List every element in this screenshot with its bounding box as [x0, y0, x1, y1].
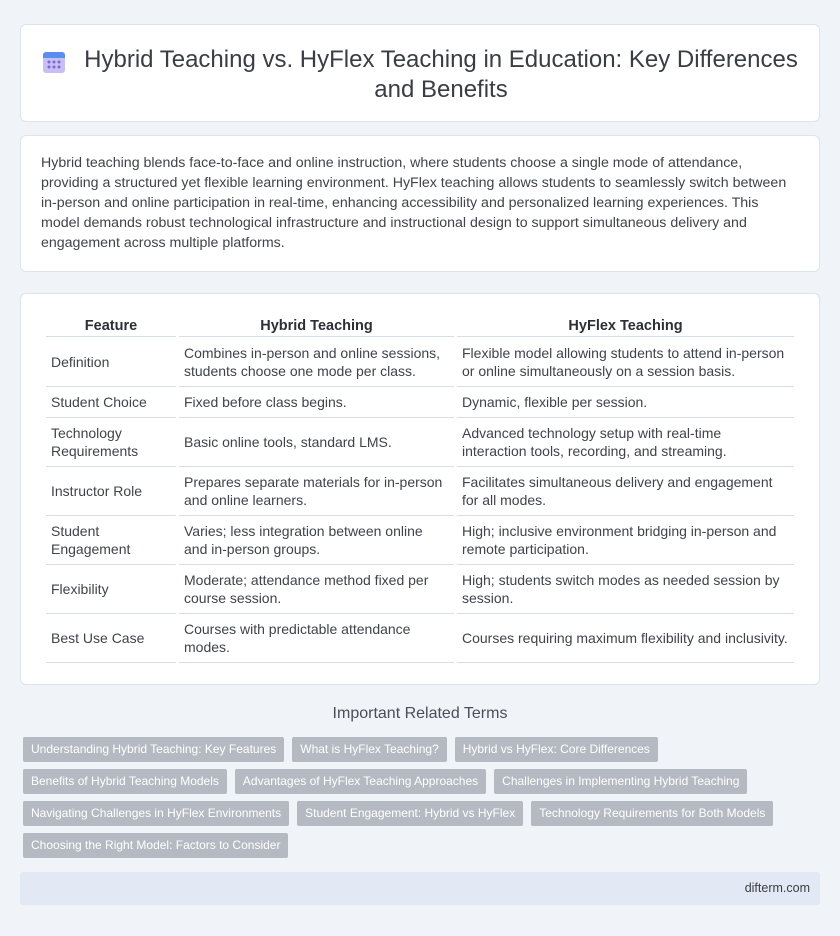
column-header-hyflex: HyFlex Teaching — [457, 314, 794, 337]
table-row — [46, 418, 794, 467]
related-term-tag[interactable]: Student Engagement: Hybrid vs HyFlex — [297, 801, 523, 826]
row-feature: Definition — [46, 337, 176, 387]
intro-card — [20, 135, 820, 272]
row-hyflex-value: Flexible model allowing students to attend in-person or online simultaneously on a session basis. — [457, 337, 794, 387]
row-hybrid-value: Varies; less integration between online and in-person groups. — [179, 516, 454, 565]
row-feature: Student Engagement — [46, 516, 176, 565]
comparison-table-card — [20, 293, 820, 685]
comparison-table — [43, 314, 797, 663]
table-row — [46, 467, 794, 516]
table-row — [46, 387, 794, 418]
row-hyflex-value: High; students switch modes as needed session by session. — [457, 565, 794, 614]
row-hybrid-value: Prepares separate materials for in-person and online learners. — [179, 467, 454, 516]
row-hybrid-value: Combines in-person and online sessions, students choose one mode per class. — [179, 337, 454, 387]
row-hyflex-value: High; inclusive environment bridging in-person and remote participation. — [457, 516, 794, 565]
table-row — [46, 614, 794, 663]
related-term-tag[interactable]: Navigating Challenges in HyFlex Environments — [23, 801, 289, 826]
calendar-icon — [41, 49, 67, 75]
column-header-hybrid: Hybrid Teaching — [179, 314, 454, 337]
related-terms-list — [23, 737, 823, 865]
related-term-tag[interactable]: Hybrid vs HyFlex: Core Differences — [455, 737, 658, 762]
related-term-tag[interactable]: Benefits of Hybrid Teaching Models — [23, 769, 227, 794]
table-row — [46, 565, 794, 614]
column-header-feature: Feature — [46, 314, 176, 337]
related-term-tag[interactable]: Choosing the Right Model: Factors to Consider — [23, 833, 288, 858]
related-term-tag[interactable]: Advantages of HyFlex Teaching Approaches — [235, 769, 486, 794]
row-hybrid-value: Fixed before class begins. — [179, 387, 454, 418]
row-feature: Flexibility — [46, 565, 176, 614]
row-hyflex-value: Facilitates simultaneous delivery and engagement for all modes. — [457, 467, 794, 516]
row-feature: Instructor Role — [46, 467, 176, 516]
row-hyflex-value: Courses requiring maximum flexibility and inclusivity. — [457, 614, 794, 663]
row-hybrid-value: Courses with predictable attendance modes. — [179, 614, 454, 663]
header-card — [20, 24, 820, 122]
row-feature: Best Use Case — [46, 614, 176, 663]
related-term-tag[interactable]: Challenges in Implementing Hybrid Teaching — [494, 769, 747, 794]
page-title: Hybrid Teaching vs. HyFlex Teaching in Education: Key Differences and Benefits — [84, 46, 798, 103]
table-header-row — [46, 314, 794, 337]
row-hyflex-value: Dynamic, flexible per session. — [457, 387, 794, 418]
row-hybrid-value: Basic online tools, standard LMS. — [179, 418, 454, 467]
related-term-tag[interactable]: Understanding Hybrid Teaching: Key Features — [23, 737, 284, 762]
related-terms-heading: Important Related Terms — [332, 705, 508, 722]
row-feature: Technology Requirements — [46, 418, 176, 467]
row-hybrid-value: Moderate; attendance method fixed per course session. — [179, 565, 454, 614]
row-feature: Student Choice — [46, 387, 176, 418]
related-term-tag[interactable]: Technology Requirements for Both Models — [531, 801, 773, 826]
table-row — [46, 516, 794, 565]
footer — [20, 872, 820, 905]
table-row — [46, 337, 794, 387]
intro-paragraph: Hybrid teaching blends face-to-face and online instruction, where students choose a single mode of attendance, providing a structured yet flexible learning environment. HyFlex teaching allows students to seamlessly switch between in-person and online participation in real-time, enhancing accessibility and personalized learning experiences. This model demands robust technological infrastructure and instructional design to support simultaneous delivery and engagement across multiple platforms. — [41, 155, 787, 251]
row-hyflex-value: Advanced technology setup with real-time interaction tools, recording, and streaming. — [457, 418, 794, 467]
related-term-tag[interactable]: What is HyFlex Teaching? — [292, 737, 447, 762]
footer-site-link[interactable]: difterm.com — [744, 881, 810, 895]
